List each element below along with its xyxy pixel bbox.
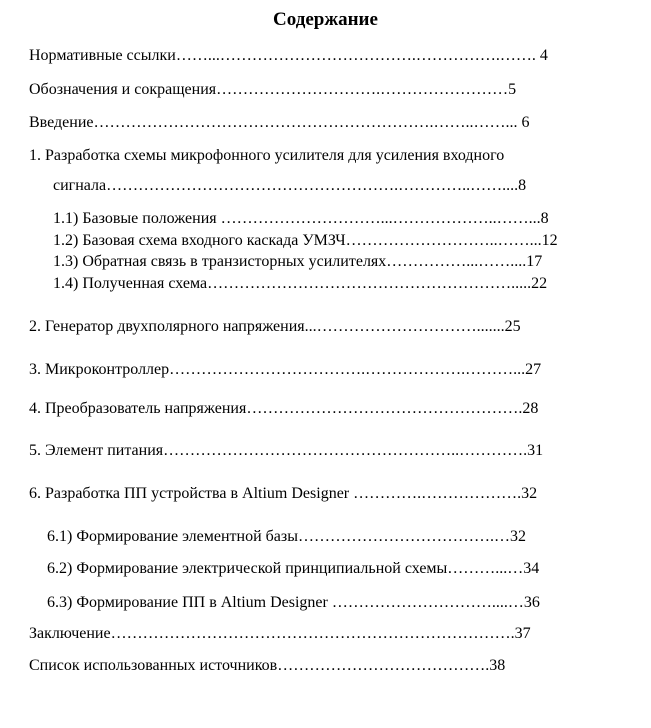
toc-entry: 6. Разработка ПП устройства в Altium Designer ………….……………….32 [29, 485, 538, 502]
toc-entry: 6.3) Формирование ПП в Altium Designer …………………………....…36 [47, 594, 540, 611]
toc-entry: Заключение………………………………………………………………….37 [29, 625, 531, 642]
toc-entry: 1.4) Полученная схема………………………………………………….....22 [53, 275, 548, 292]
toc-entry: 5. Элемент питания………………………………………………..………….31 [29, 442, 544, 459]
toc-entry: 1. Разработка схемы микрофонного усилителя для усиления входного [29, 147, 505, 164]
toc-entry: 1.2) Базовая схема входного каскада УМЗЧ………………………..……...12 [53, 232, 558, 249]
toc-entry: 3. Микроконтроллер……………………………….……………….………...27 [29, 361, 542, 378]
toc-entry: Список использованных источников………………………………….38 [29, 657, 506, 674]
toc-entry: 6.1) Формирование элементной базы……………………………….…32 [47, 528, 526, 545]
toc-entry: Обозначения и сокращения………………………….……………………5 [29, 81, 517, 98]
toc-entry: 4. Преобразователь напряжения…………………………………………….28 [29, 400, 539, 417]
toc-entry: 1.3) Обратная связь в транзисторных усилителях……………...……....17 [53, 253, 543, 270]
toc-entry: Введение……………………………………………………….……..……... 6 [29, 114, 530, 131]
toc-entry: 1.1) Базовые положения …………………………...………………..……...8 [53, 210, 549, 227]
toc-entry: 6.2) Формирование электрической принципиальной схемы………...…34 [47, 560, 540, 577]
toc-entry: Нормативные ссылки……...……………………………….…………….……. 4 [29, 47, 548, 64]
page-title: Содержание [273, 9, 378, 30]
toc-entry: сигнала……………………………………………….…………..……....8 [53, 177, 527, 194]
toc-entry: 2. Генератор двухполярного напряжения...………………………….......25 [29, 318, 521, 335]
